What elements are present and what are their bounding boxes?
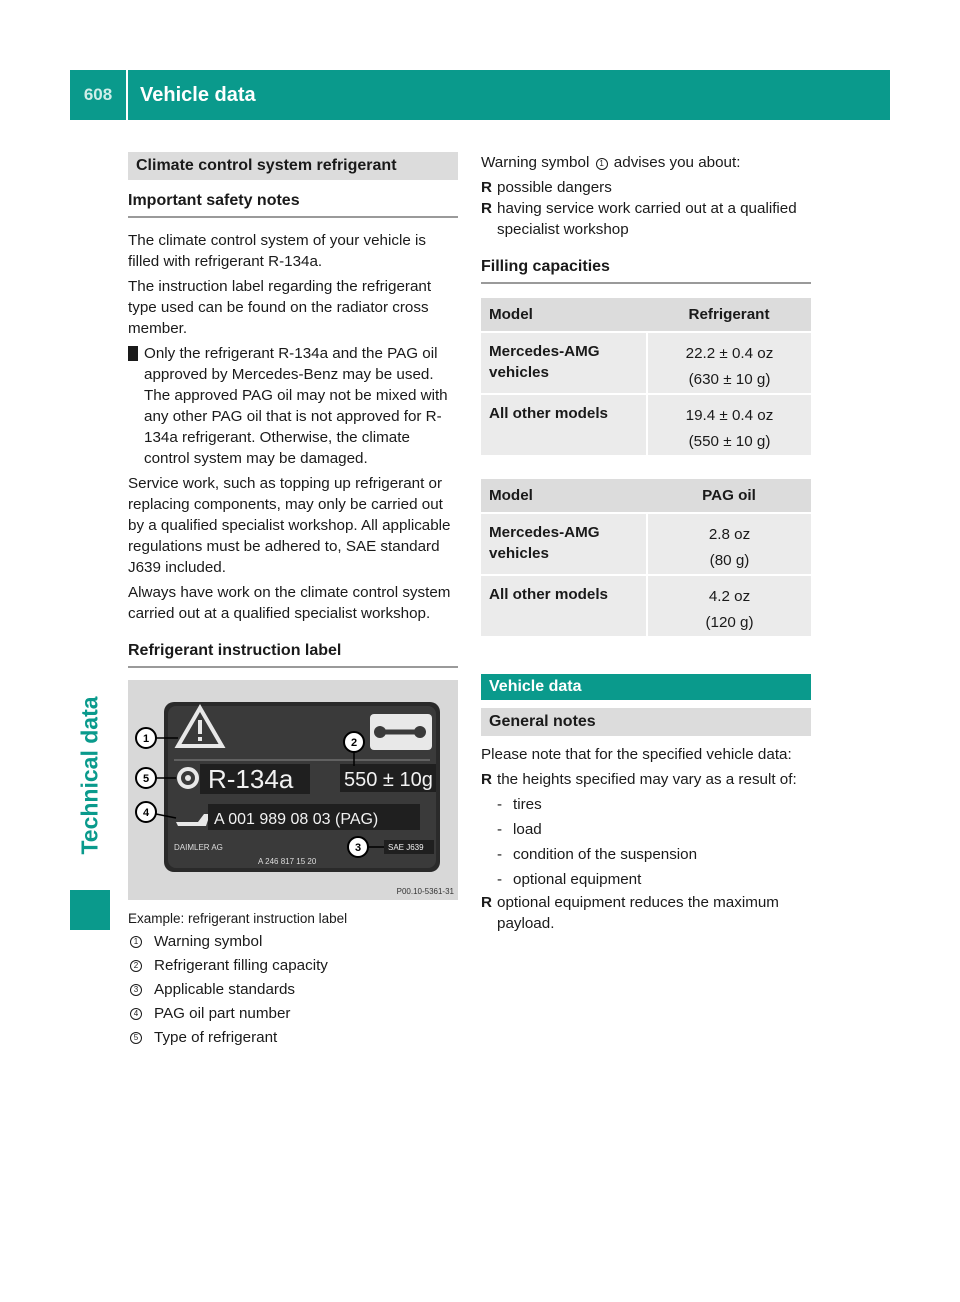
vehicle-data-heading: Vehicle data xyxy=(481,674,811,700)
warning-symbol-intro: Warning symbol 1 advises you about: xyxy=(481,154,741,171)
table-header-cell: Model xyxy=(481,298,647,332)
table-row xyxy=(481,575,811,636)
legend-item: 4 PAG oil part number xyxy=(128,1002,458,1026)
list-item: - load xyxy=(481,817,811,842)
table-row xyxy=(481,394,811,455)
legend-item: 5 Type of refrigerant xyxy=(128,1026,458,1050)
warning-bullet-list xyxy=(481,177,811,240)
side-tab xyxy=(70,890,110,930)
header-divider xyxy=(126,70,128,120)
table-header-cell: Model xyxy=(481,479,647,513)
list-item: R having service work carried out at a qualified specialist workshop xyxy=(481,198,811,240)
table-row xyxy=(481,513,811,575)
dash-list xyxy=(481,792,811,892)
number-4-icon: 4 xyxy=(130,1008,142,1020)
legend-item: 1 Warning symbol xyxy=(128,930,458,954)
label-refrigerant-text: R-134a xyxy=(208,764,294,794)
notes-intro: Please note that for the specified vehicle data: xyxy=(481,746,792,763)
number-5-icon: 5 xyxy=(130,1032,142,1044)
refrigerant-table xyxy=(481,298,811,455)
warning-note xyxy=(123,343,458,469)
right-column xyxy=(481,152,811,934)
warning-text: Only the refrigerant R-134a and the PAG oil approved by Mercedes-Benz may be used. The approved PAG oil may not be mixed with any other PAG oil that is not approved for R-134a refrigerant. Otherwise, the climate control system may be damaged. xyxy=(144,345,448,467)
page-number: 608 xyxy=(83,85,113,104)
number-1-icon: 1 xyxy=(596,158,608,170)
table-cell-value: 22.2 ± 0.4 oz (630 ± 10 g) xyxy=(647,332,811,394)
pag-oil-table xyxy=(481,479,811,636)
legend-item: 3 Applicable standards xyxy=(128,978,458,1002)
table-header-row xyxy=(481,479,811,513)
label-capacity-text: 550 ± 10g xyxy=(344,769,433,791)
list-item: R optional equipment reduces the maximum payload. xyxy=(481,892,811,934)
general-notes-heading: General notes xyxy=(481,708,811,736)
table-cell-model: Mercedes-AMG vehicles xyxy=(481,513,647,575)
number-1-icon: 1 xyxy=(130,936,142,948)
para-service-work: Service work, such as topping up refrigerant or replacing components, may only be carried out by a qualified specialist workshop. All applicable regulations must be adhered to, SAE standard J639 included. xyxy=(128,475,451,576)
legend-item: 2 Refrigerant filling capacity xyxy=(128,954,458,978)
safety-heading: Important safety notes xyxy=(128,192,458,218)
para-label-location: The instruction label regarding the refrigerant type used can be found on the radiator cross member. xyxy=(128,278,432,337)
side-label-text: Technical data xyxy=(76,695,103,855)
svg-text:4: 4 xyxy=(142,807,150,819)
number-2-icon: 2 xyxy=(130,960,142,972)
para-refrigerant-fill: The climate control system of your vehicle is filled with refrigerant R-134a. xyxy=(128,232,426,270)
label-heading: Refrigerant instruction label xyxy=(128,642,458,668)
left-column xyxy=(123,152,458,1050)
table-header-cell: PAG oil xyxy=(647,479,811,513)
table-row xyxy=(481,332,811,394)
filling-capacities-heading: Filling capacities xyxy=(481,258,811,284)
table-cell-model: Mercedes-AMG vehicles xyxy=(481,332,647,394)
section-title: Climate control system refrigerant xyxy=(128,152,458,180)
legend-list xyxy=(128,930,458,1050)
table-cell-model: All other models xyxy=(481,394,647,455)
side-section-label xyxy=(70,650,110,900)
table-cell-value: 4.2 oz (120 g) xyxy=(647,575,811,636)
page-title: Vehicle data xyxy=(140,83,256,106)
table-cell-model: All other models xyxy=(481,575,647,636)
para-workshop: Always have work on the climate control system carried out at a qualified specialist workshop. xyxy=(128,584,451,622)
list-item: R the heights specified may vary as a result of: - tires - load - condition of the suspension - optional equipment xyxy=(481,769,811,892)
table-cell-value: 2.8 oz (80 g) xyxy=(647,513,811,575)
svg-text:2: 2 xyxy=(350,737,358,749)
table-header-row xyxy=(481,298,811,332)
figure-code: P00.10-5361-31 xyxy=(396,887,454,896)
refrigerant-label-image xyxy=(128,680,458,900)
label-part-number-text: A 001 989 08 03 (PAG) xyxy=(214,811,379,828)
svg-text:3: 3 xyxy=(354,842,362,854)
list-item: R possible dangers xyxy=(481,177,811,198)
number-3-icon: 3 xyxy=(130,984,142,996)
notes-bullet-list xyxy=(481,769,811,934)
table-cell-value: 19.4 ± 0.4 oz (550 ± 10 g) xyxy=(647,394,811,455)
label-maker-text: DAIMLER AG xyxy=(174,843,223,852)
label-code-text: A 246 817 15 20 xyxy=(258,857,317,866)
exclamation-icon: ! xyxy=(128,346,138,361)
list-item: - condition of the suspension xyxy=(481,842,811,867)
figure-caption: Example: refrigerant instruction label xyxy=(128,911,348,926)
list-item: - optional equipment xyxy=(481,867,811,892)
table-header-cell: Refrigerant xyxy=(647,298,811,332)
svg-text:5: 5 xyxy=(142,773,150,785)
label-standard-text: SAE J639 xyxy=(388,843,424,852)
svg-text:1: 1 xyxy=(142,733,150,745)
label-illustration xyxy=(128,680,458,900)
list-item: - tires xyxy=(481,792,811,817)
service-manual-icon xyxy=(370,714,432,750)
